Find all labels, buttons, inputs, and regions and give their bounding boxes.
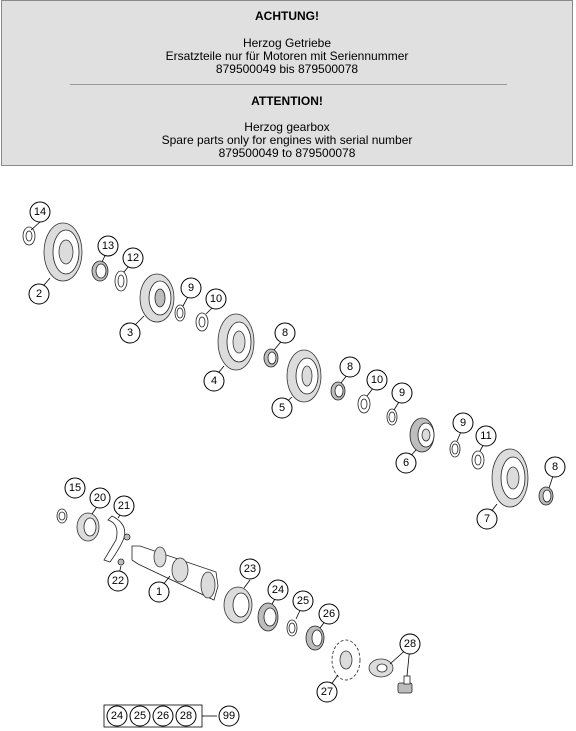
part-circlip-9b xyxy=(387,409,397,425)
svg-text:28: 28 xyxy=(179,710,193,722)
notice-line-en-2: Spare parts only for engines with serial number xyxy=(161,133,413,147)
callout-13[interactable] xyxy=(98,236,118,256)
part-needle-bearing-8b xyxy=(331,382,345,400)
callout-4[interactable] xyxy=(204,371,224,391)
kit-member-24[interactable] xyxy=(107,706,127,726)
callout-7[interactable] xyxy=(477,509,497,529)
callout-2[interactable] xyxy=(29,284,49,304)
kit-member-26[interactable] xyxy=(153,706,173,726)
svg-text:10: 10 xyxy=(209,293,223,305)
callout-26[interactable] xyxy=(319,604,339,624)
part-gear-4 xyxy=(218,314,254,370)
notice-title-de: ACHTUNG! xyxy=(255,9,319,23)
notice-line-en-3: 879500049 to 879500078 xyxy=(218,146,356,160)
part-needle-bearing-8c xyxy=(539,487,553,505)
svg-text:10: 10 xyxy=(370,374,384,386)
svg-text:22: 22 xyxy=(111,575,125,587)
svg-text:8: 8 xyxy=(551,461,559,473)
kit-member-28[interactable] xyxy=(176,706,196,726)
part-thrust-washer-14 xyxy=(23,227,35,245)
svg-text:25: 25 xyxy=(133,710,147,722)
kit-member-25[interactable] xyxy=(130,706,150,726)
svg-text:26: 26 xyxy=(322,608,336,620)
svg-text:5: 5 xyxy=(278,402,286,414)
callout-11[interactable] xyxy=(476,426,496,446)
callout-8-third[interactable] xyxy=(545,457,565,477)
part-washer-10b xyxy=(358,395,370,413)
callout-23[interactable] xyxy=(240,559,260,579)
part-bearing-23 xyxy=(224,587,252,623)
part-gear-7 xyxy=(492,449,528,507)
svg-text:6: 6 xyxy=(402,457,410,469)
part-retainer-21 xyxy=(104,516,125,562)
part-bolt-28 xyxy=(398,676,412,693)
part-washer-11 xyxy=(472,451,484,469)
callout-14[interactable] xyxy=(30,202,50,222)
part-circlip-9c xyxy=(450,441,460,457)
svg-text:8: 8 xyxy=(281,327,289,339)
part-gear-3 xyxy=(140,274,174,322)
part-needle-bearing-13 xyxy=(92,261,108,281)
callout-24[interactable] xyxy=(268,580,288,600)
callout-25[interactable] xyxy=(293,591,313,611)
notice-line-en-1: Herzog gearbox xyxy=(244,120,330,134)
callout-9-third[interactable] xyxy=(453,413,473,433)
svg-text:21: 21 xyxy=(117,500,131,512)
svg-text:23: 23 xyxy=(243,563,257,575)
part-circlip-9a xyxy=(175,305,185,321)
part-sprocket-27 xyxy=(332,640,360,680)
svg-text:13: 13 xyxy=(101,240,115,252)
part-shaft-1 xyxy=(132,546,218,600)
callout-6[interactable] xyxy=(396,453,416,473)
notice-divider xyxy=(70,84,507,85)
svg-text:14: 14 xyxy=(33,206,47,218)
callout-12[interactable] xyxy=(123,248,143,268)
part-washer-28 xyxy=(369,659,393,677)
part-bearing-20 xyxy=(77,513,99,541)
callout-8-second[interactable] xyxy=(340,357,360,377)
part-o-ring-25 xyxy=(287,620,297,636)
callout-99[interactable] xyxy=(219,706,239,726)
callout-9-second[interactable] xyxy=(392,383,412,403)
svg-text:99: 99 xyxy=(222,710,236,722)
svg-text:24: 24 xyxy=(110,710,124,722)
svg-text:12: 12 xyxy=(126,252,140,264)
callout-22[interactable] xyxy=(108,571,128,591)
part-screw-22 xyxy=(118,559,124,565)
svg-text:4: 4 xyxy=(210,375,218,387)
svg-text:7: 7 xyxy=(483,513,491,525)
part-washer-10a xyxy=(196,313,208,331)
part-gear-2 xyxy=(44,223,82,281)
svg-text:20: 20 xyxy=(93,492,107,504)
callout-20[interactable] xyxy=(90,488,110,508)
svg-text:9: 9 xyxy=(398,387,406,399)
svg-text:28: 28 xyxy=(403,638,417,650)
svg-text:3: 3 xyxy=(126,327,134,339)
notice-line-de-3: 879500049 bis 879500078 xyxy=(215,62,359,76)
notice-title-en: ATTENTION! xyxy=(251,94,323,108)
notice-box xyxy=(1,0,573,166)
exploded-view-diagram xyxy=(0,166,576,731)
callout-3[interactable] xyxy=(120,323,140,343)
callout-28[interactable] xyxy=(400,634,420,654)
svg-text:26: 26 xyxy=(156,710,170,722)
callout-8-first[interactable] xyxy=(275,323,295,343)
notice-line-de-1: Herzog Getriebe xyxy=(242,36,332,50)
svg-text:11: 11 xyxy=(480,430,492,442)
svg-text:2: 2 xyxy=(35,288,43,300)
part-needle-bearing-8a xyxy=(264,349,278,367)
callout-21[interactable] xyxy=(114,496,134,516)
callout-1[interactable] xyxy=(149,582,169,602)
svg-text:9: 9 xyxy=(459,417,467,429)
svg-text:15: 15 xyxy=(68,482,82,494)
part-ring-15 xyxy=(57,509,67,523)
part-screw-21 xyxy=(124,534,130,540)
part-seal-24 xyxy=(258,603,278,631)
part-gear-6 xyxy=(410,418,434,452)
svg-text:1: 1 xyxy=(155,586,163,598)
callout-10-second[interactable] xyxy=(367,370,387,390)
part-washer-12 xyxy=(115,271,127,291)
callout-5[interactable] xyxy=(272,398,292,418)
notice-line-de-2: Ersatzteile nur für Motoren mit Seriennummer xyxy=(165,49,409,63)
callout-27[interactable] xyxy=(317,682,337,702)
callout-10-top[interactable] xyxy=(206,289,226,309)
callout-15[interactable] xyxy=(65,478,85,498)
svg-text:8: 8 xyxy=(346,361,354,373)
svg-text:24: 24 xyxy=(271,584,285,596)
svg-text:9: 9 xyxy=(187,282,195,294)
part-gear-5 xyxy=(287,350,321,402)
svg-text:27: 27 xyxy=(320,686,334,698)
part-spacer-26 xyxy=(306,626,324,650)
callout-9-top[interactable] xyxy=(181,278,201,298)
svg-text:25: 25 xyxy=(296,595,310,607)
